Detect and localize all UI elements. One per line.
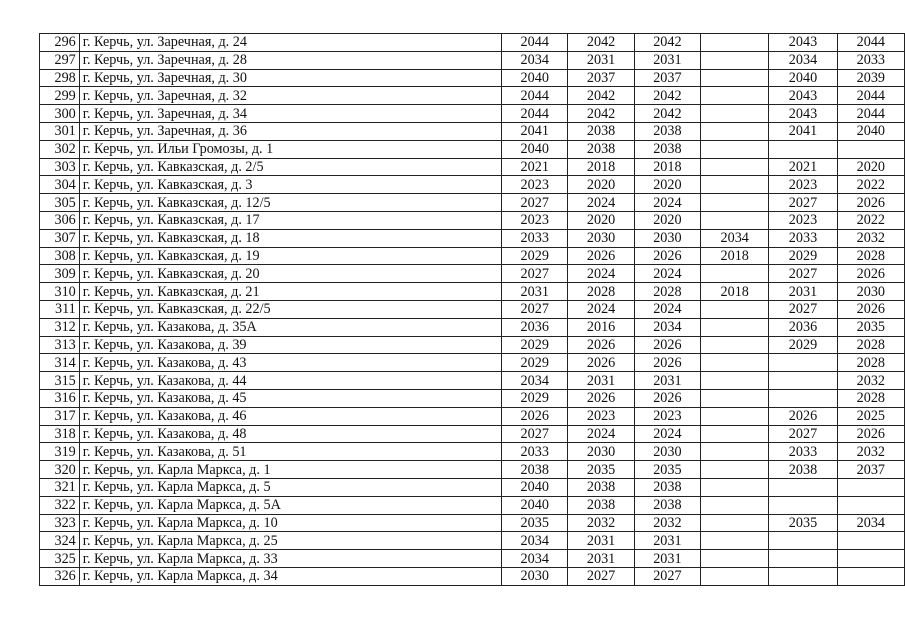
year-cell-1: 2023 bbox=[502, 176, 568, 194]
row-number: 306 bbox=[40, 211, 80, 229]
row-number: 301 bbox=[40, 122, 80, 140]
row-number: 300 bbox=[40, 105, 80, 123]
row-number: 316 bbox=[40, 389, 80, 407]
year-cell-6: 2039 bbox=[837, 69, 904, 87]
year-cell-6: 2028 bbox=[837, 354, 904, 372]
year-cell-5: 2027 bbox=[769, 194, 837, 212]
year-cell-3: 2035 bbox=[634, 461, 700, 479]
year-cell-2: 2016 bbox=[568, 318, 634, 336]
year-cell-6: 2032 bbox=[837, 372, 904, 390]
year-cell-2: 2031 bbox=[568, 550, 634, 568]
year-cell-4 bbox=[701, 318, 769, 336]
year-cell-5 bbox=[769, 140, 837, 158]
year-cell-3: 2023 bbox=[634, 407, 700, 425]
year-cell-2: 2024 bbox=[568, 265, 634, 283]
address-cell: г. Керчь, ул. Карла Маркса, д. 34 bbox=[79, 567, 501, 585]
year-cell-4 bbox=[701, 478, 769, 496]
address-cell: г. Керчь, ул. Казакова, д. 39 bbox=[79, 336, 501, 354]
year-cell-6: 2022 bbox=[837, 211, 904, 229]
year-cell-2: 2026 bbox=[568, 389, 634, 407]
address-cell: г. Керчь, ул. Кавказская, д. 21 bbox=[79, 283, 501, 301]
year-cell-3: 2018 bbox=[634, 158, 700, 176]
year-cell-1: 2044 bbox=[502, 87, 568, 105]
year-cell-3: 2042 bbox=[634, 87, 700, 105]
year-cell-3: 2020 bbox=[634, 176, 700, 194]
year-cell-4 bbox=[701, 354, 769, 372]
year-cell-4: 2018 bbox=[701, 247, 769, 265]
year-cell-5: 2027 bbox=[769, 425, 837, 443]
row-number: 304 bbox=[40, 176, 80, 194]
table-row bbox=[40, 372, 905, 390]
year-cell-1: 2034 bbox=[502, 532, 568, 550]
year-cell-5: 2040 bbox=[769, 69, 837, 87]
year-cell-5: 2035 bbox=[769, 514, 837, 532]
year-cell-3: 2042 bbox=[634, 105, 700, 123]
year-cell-5: 2034 bbox=[769, 51, 837, 69]
year-cell-5 bbox=[769, 354, 837, 372]
year-cell-1: 2029 bbox=[502, 247, 568, 265]
year-cell-3: 2024 bbox=[634, 194, 700, 212]
year-cell-4 bbox=[701, 265, 769, 283]
table-row bbox=[40, 247, 905, 265]
address-cell: г. Керчь, ул. Карла Маркса, д. 5А bbox=[79, 496, 501, 514]
table-row bbox=[40, 389, 905, 407]
address-cell: г. Керчь, ул. Заречная, д. 34 bbox=[79, 105, 501, 123]
year-cell-2: 2038 bbox=[568, 478, 634, 496]
address-cell: г. Керчь, ул. Кавказская, д. 12/5 bbox=[79, 194, 501, 212]
address-cell: г. Керчь, ул. Карла Маркса, д. 25 bbox=[79, 532, 501, 550]
year-cell-6: 2033 bbox=[837, 51, 904, 69]
year-cell-2: 2030 bbox=[568, 229, 634, 247]
year-cell-5: 2038 bbox=[769, 461, 837, 479]
year-cell-4 bbox=[701, 87, 769, 105]
year-cell-1: 2023 bbox=[502, 211, 568, 229]
row-number: 305 bbox=[40, 194, 80, 212]
row-number: 307 bbox=[40, 229, 80, 247]
table-body bbox=[40, 34, 905, 586]
year-cell-5: 2023 bbox=[769, 211, 837, 229]
row-number: 303 bbox=[40, 158, 80, 176]
year-cell-4 bbox=[701, 105, 769, 123]
year-cell-5: 2033 bbox=[769, 443, 837, 461]
year-cell-4 bbox=[701, 443, 769, 461]
address-cell: г. Керчь, ул. Карла Маркса, д. 10 bbox=[79, 514, 501, 532]
year-cell-6 bbox=[837, 567, 904, 585]
year-cell-4 bbox=[701, 69, 769, 87]
table-row bbox=[40, 140, 905, 158]
address-cell: г. Керчь, ул. Карла Маркса, д. 33 bbox=[79, 550, 501, 568]
table-row bbox=[40, 425, 905, 443]
year-cell-6 bbox=[837, 140, 904, 158]
year-cell-2: 2024 bbox=[568, 194, 634, 212]
year-cell-1: 2034 bbox=[502, 550, 568, 568]
year-cell-6: 2032 bbox=[837, 229, 904, 247]
table-row bbox=[40, 318, 905, 336]
year-cell-5 bbox=[769, 567, 837, 585]
year-cell-4 bbox=[701, 300, 769, 318]
year-cell-2: 2020 bbox=[568, 211, 634, 229]
table-row bbox=[40, 229, 905, 247]
row-number: 296 bbox=[40, 34, 80, 52]
year-cell-6: 2044 bbox=[837, 87, 904, 105]
address-cell: г. Керчь, ул. Казакова, д. 44 bbox=[79, 372, 501, 390]
year-cell-6 bbox=[837, 478, 904, 496]
year-cell-3: 2028 bbox=[634, 283, 700, 301]
address-cell: г. Керчь, ул. Заречная, д. 30 bbox=[79, 69, 501, 87]
year-cell-3: 2030 bbox=[634, 443, 700, 461]
year-cell-6: 2028 bbox=[837, 389, 904, 407]
year-cell-5 bbox=[769, 478, 837, 496]
year-cell-2: 2042 bbox=[568, 34, 634, 52]
row-number: 311 bbox=[40, 300, 80, 318]
year-cell-1: 2040 bbox=[502, 69, 568, 87]
year-cell-1: 2040 bbox=[502, 140, 568, 158]
table-row bbox=[40, 105, 905, 123]
row-number: 324 bbox=[40, 532, 80, 550]
row-number: 315 bbox=[40, 372, 80, 390]
year-cell-6: 2028 bbox=[837, 336, 904, 354]
address-cell: г. Керчь, ул. Казакова, д. 43 bbox=[79, 354, 501, 372]
address-cell: г. Керчь, ул. Заречная, д. 24 bbox=[79, 34, 501, 52]
address-cell: г. Керчь, ул. Ильи Громозы, д. 1 bbox=[79, 140, 501, 158]
table-row bbox=[40, 51, 905, 69]
address-cell: г. Керчь, ул. Кавказская, д. 17 bbox=[79, 211, 501, 229]
year-cell-2: 2038 bbox=[568, 140, 634, 158]
year-cell-4: 2018 bbox=[701, 283, 769, 301]
year-cell-2: 2042 bbox=[568, 87, 634, 105]
year-cell-5: 2043 bbox=[769, 87, 837, 105]
row-number: 319 bbox=[40, 443, 80, 461]
year-cell-5 bbox=[769, 389, 837, 407]
year-cell-3: 2024 bbox=[634, 265, 700, 283]
year-cell-3: 2024 bbox=[634, 425, 700, 443]
year-cell-3: 2031 bbox=[634, 532, 700, 550]
year-cell-2: 2024 bbox=[568, 425, 634, 443]
row-number: 320 bbox=[40, 461, 80, 479]
year-cell-1: 2033 bbox=[502, 443, 568, 461]
row-number: 299 bbox=[40, 87, 80, 105]
row-number: 314 bbox=[40, 354, 80, 372]
year-cell-4 bbox=[701, 122, 769, 140]
year-cell-3: 2026 bbox=[634, 336, 700, 354]
row-number: 310 bbox=[40, 283, 80, 301]
year-cell-6: 2032 bbox=[837, 443, 904, 461]
year-cell-2: 2030 bbox=[568, 443, 634, 461]
address-cell: г. Керчь, ул. Кавказская, д. 20 bbox=[79, 265, 501, 283]
year-cell-5: 2029 bbox=[769, 247, 837, 265]
table-row bbox=[40, 194, 905, 212]
year-cell-1: 2040 bbox=[502, 478, 568, 496]
year-cell-3: 2026 bbox=[634, 389, 700, 407]
year-cell-1: 2044 bbox=[502, 34, 568, 52]
year-cell-4 bbox=[701, 372, 769, 390]
year-cell-6: 2020 bbox=[837, 158, 904, 176]
year-cell-1: 2038 bbox=[502, 461, 568, 479]
year-cell-1: 2029 bbox=[502, 354, 568, 372]
year-cell-4 bbox=[701, 140, 769, 158]
address-cell: г. Керчь, ул. Кавказская, д. 3 bbox=[79, 176, 501, 194]
table-row bbox=[40, 87, 905, 105]
year-cell-3: 2026 bbox=[634, 354, 700, 372]
table-row bbox=[40, 496, 905, 514]
row-number: 322 bbox=[40, 496, 80, 514]
year-cell-2: 2023 bbox=[568, 407, 634, 425]
year-cell-2: 2035 bbox=[568, 461, 634, 479]
year-cell-6: 2022 bbox=[837, 176, 904, 194]
row-number: 309 bbox=[40, 265, 80, 283]
year-cell-2: 2026 bbox=[568, 336, 634, 354]
address-cell: г. Керчь, ул. Карла Маркса, д. 5 bbox=[79, 478, 501, 496]
year-cell-3: 2031 bbox=[634, 51, 700, 69]
year-cell-5 bbox=[769, 532, 837, 550]
year-cell-6: 2026 bbox=[837, 265, 904, 283]
year-cell-4 bbox=[701, 567, 769, 585]
year-cell-2: 2026 bbox=[568, 247, 634, 265]
year-cell-2: 2026 bbox=[568, 354, 634, 372]
address-cell: г. Керчь, ул. Заречная, д. 28 bbox=[79, 51, 501, 69]
year-cell-5: 2027 bbox=[769, 265, 837, 283]
year-cell-6 bbox=[837, 550, 904, 568]
year-cell-1: 2041 bbox=[502, 122, 568, 140]
table-row bbox=[40, 407, 905, 425]
year-cell-5: 2029 bbox=[769, 336, 837, 354]
table-row bbox=[40, 567, 905, 585]
year-cell-1: 2027 bbox=[502, 265, 568, 283]
year-cell-1: 2029 bbox=[502, 389, 568, 407]
housing-table bbox=[39, 33, 905, 586]
year-cell-5: 2026 bbox=[769, 407, 837, 425]
year-cell-1: 2027 bbox=[502, 194, 568, 212]
row-number: 302 bbox=[40, 140, 80, 158]
year-cell-5 bbox=[769, 372, 837, 390]
year-cell-3: 2024 bbox=[634, 300, 700, 318]
year-cell-4: 2034 bbox=[701, 229, 769, 247]
year-cell-1: 2034 bbox=[502, 372, 568, 390]
year-cell-4 bbox=[701, 407, 769, 425]
year-cell-6: 2026 bbox=[837, 194, 904, 212]
year-cell-3: 2031 bbox=[634, 550, 700, 568]
table-row bbox=[40, 300, 905, 318]
year-cell-5: 2036 bbox=[769, 318, 837, 336]
year-cell-5: 2023 bbox=[769, 176, 837, 194]
year-cell-5: 2043 bbox=[769, 105, 837, 123]
year-cell-6: 2044 bbox=[837, 105, 904, 123]
address-cell: г. Керчь, ул. Казакова, д. 45 bbox=[79, 389, 501, 407]
year-cell-5: 2021 bbox=[769, 158, 837, 176]
table-row bbox=[40, 176, 905, 194]
address-cell: г. Керчь, ул. Кавказская, д. 2/5 bbox=[79, 158, 501, 176]
year-cell-5: 2031 bbox=[769, 283, 837, 301]
year-cell-1: 2030 bbox=[502, 567, 568, 585]
year-cell-3: 2037 bbox=[634, 69, 700, 87]
year-cell-5 bbox=[769, 550, 837, 568]
year-cell-2: 2018 bbox=[568, 158, 634, 176]
table-row bbox=[40, 283, 905, 301]
year-cell-6: 2025 bbox=[837, 407, 904, 425]
year-cell-5: 2041 bbox=[769, 122, 837, 140]
year-cell-2: 2031 bbox=[568, 51, 634, 69]
year-cell-6: 2040 bbox=[837, 122, 904, 140]
year-cell-4 bbox=[701, 550, 769, 568]
year-cell-4 bbox=[701, 158, 769, 176]
year-cell-1: 2040 bbox=[502, 496, 568, 514]
table-row bbox=[40, 478, 905, 496]
address-cell: г. Керчь, ул. Кавказская, д. 22/5 bbox=[79, 300, 501, 318]
row-number: 308 bbox=[40, 247, 80, 265]
row-number: 312 bbox=[40, 318, 80, 336]
year-cell-1: 2026 bbox=[502, 407, 568, 425]
year-cell-3: 2032 bbox=[634, 514, 700, 532]
year-cell-4 bbox=[701, 34, 769, 52]
row-number: 323 bbox=[40, 514, 80, 532]
table-row bbox=[40, 461, 905, 479]
year-cell-6 bbox=[837, 496, 904, 514]
year-cell-4 bbox=[701, 514, 769, 532]
year-cell-4 bbox=[701, 425, 769, 443]
year-cell-3: 2030 bbox=[634, 229, 700, 247]
year-cell-4 bbox=[701, 496, 769, 514]
year-cell-2: 2037 bbox=[568, 69, 634, 87]
year-cell-6: 2034 bbox=[837, 514, 904, 532]
row-number: 313 bbox=[40, 336, 80, 354]
year-cell-6: 2035 bbox=[837, 318, 904, 336]
year-cell-2: 2031 bbox=[568, 372, 634, 390]
year-cell-1: 2044 bbox=[502, 105, 568, 123]
table-row bbox=[40, 443, 905, 461]
row-number: 318 bbox=[40, 425, 80, 443]
row-number: 321 bbox=[40, 478, 80, 496]
address-cell: г. Керчь, ул. Казакова, д. 46 bbox=[79, 407, 501, 425]
year-cell-4 bbox=[701, 176, 769, 194]
year-cell-2: 2024 bbox=[568, 300, 634, 318]
year-cell-3: 2020 bbox=[634, 211, 700, 229]
year-cell-5: 2033 bbox=[769, 229, 837, 247]
table-row bbox=[40, 336, 905, 354]
year-cell-3: 2034 bbox=[634, 318, 700, 336]
address-cell: г. Керчь, ул. Казакова, д. 51 bbox=[79, 443, 501, 461]
table-row bbox=[40, 34, 905, 52]
year-cell-1: 2035 bbox=[502, 514, 568, 532]
year-cell-3: 2026 bbox=[634, 247, 700, 265]
year-cell-4 bbox=[701, 211, 769, 229]
year-cell-2: 2031 bbox=[568, 532, 634, 550]
table-row bbox=[40, 158, 905, 176]
year-cell-1: 2036 bbox=[502, 318, 568, 336]
address-cell: г. Керчь, ул. Карла Маркса, д. 1 bbox=[79, 461, 501, 479]
year-cell-3: 2038 bbox=[634, 140, 700, 158]
address-cell: г. Керчь, ул. Кавказская, д. 19 bbox=[79, 247, 501, 265]
year-cell-5 bbox=[769, 496, 837, 514]
row-number: 317 bbox=[40, 407, 80, 425]
year-cell-2: 2027 bbox=[568, 567, 634, 585]
year-cell-4 bbox=[701, 532, 769, 550]
address-cell: г. Керчь, ул. Кавказская, д. 18 bbox=[79, 229, 501, 247]
year-cell-3: 2042 bbox=[634, 34, 700, 52]
year-cell-1: 2021 bbox=[502, 158, 568, 176]
year-cell-3: 2038 bbox=[634, 478, 700, 496]
year-cell-1: 2031 bbox=[502, 283, 568, 301]
year-cell-1: 2027 bbox=[502, 300, 568, 318]
year-cell-6: 2028 bbox=[837, 247, 904, 265]
year-cell-2: 2038 bbox=[568, 122, 634, 140]
year-cell-2: 2028 bbox=[568, 283, 634, 301]
year-cell-2: 2032 bbox=[568, 514, 634, 532]
year-cell-2: 2042 bbox=[568, 105, 634, 123]
year-cell-3: 2027 bbox=[634, 567, 700, 585]
address-cell: г. Керчь, ул. Казакова, д. 35А bbox=[79, 318, 501, 336]
year-cell-4 bbox=[701, 194, 769, 212]
year-cell-3: 2031 bbox=[634, 372, 700, 390]
table-row bbox=[40, 514, 905, 532]
row-number: 297 bbox=[40, 51, 80, 69]
year-cell-3: 2038 bbox=[634, 122, 700, 140]
year-cell-3: 2038 bbox=[634, 496, 700, 514]
year-cell-6: 2037 bbox=[837, 461, 904, 479]
year-cell-2: 2020 bbox=[568, 176, 634, 194]
table-row bbox=[40, 354, 905, 372]
year-cell-4 bbox=[701, 461, 769, 479]
year-cell-6: 2030 bbox=[837, 283, 904, 301]
row-number: 298 bbox=[40, 69, 80, 87]
row-number: 325 bbox=[40, 550, 80, 568]
year-cell-6 bbox=[837, 532, 904, 550]
table-row bbox=[40, 550, 905, 568]
address-cell: г. Керчь, ул. Заречная, д. 36 bbox=[79, 122, 501, 140]
row-number: 326 bbox=[40, 567, 80, 585]
table-row bbox=[40, 122, 905, 140]
table-row bbox=[40, 265, 905, 283]
address-cell: г. Керчь, ул. Казакова, д. 48 bbox=[79, 425, 501, 443]
year-cell-5: 2027 bbox=[769, 300, 837, 318]
year-cell-1: 2034 bbox=[502, 51, 568, 69]
table-row bbox=[40, 211, 905, 229]
table-row bbox=[40, 532, 905, 550]
year-cell-6: 2026 bbox=[837, 425, 904, 443]
year-cell-4 bbox=[701, 51, 769, 69]
year-cell-1: 2033 bbox=[502, 229, 568, 247]
year-cell-6: 2044 bbox=[837, 34, 904, 52]
year-cell-4 bbox=[701, 336, 769, 354]
year-cell-1: 2027 bbox=[502, 425, 568, 443]
address-cell: г. Керчь, ул. Заречная, д. 32 bbox=[79, 87, 501, 105]
year-cell-4 bbox=[701, 389, 769, 407]
table-row bbox=[40, 69, 905, 87]
year-cell-6: 2026 bbox=[837, 300, 904, 318]
year-cell-5: 2043 bbox=[769, 34, 837, 52]
year-cell-2: 2038 bbox=[568, 496, 634, 514]
year-cell-1: 2029 bbox=[502, 336, 568, 354]
